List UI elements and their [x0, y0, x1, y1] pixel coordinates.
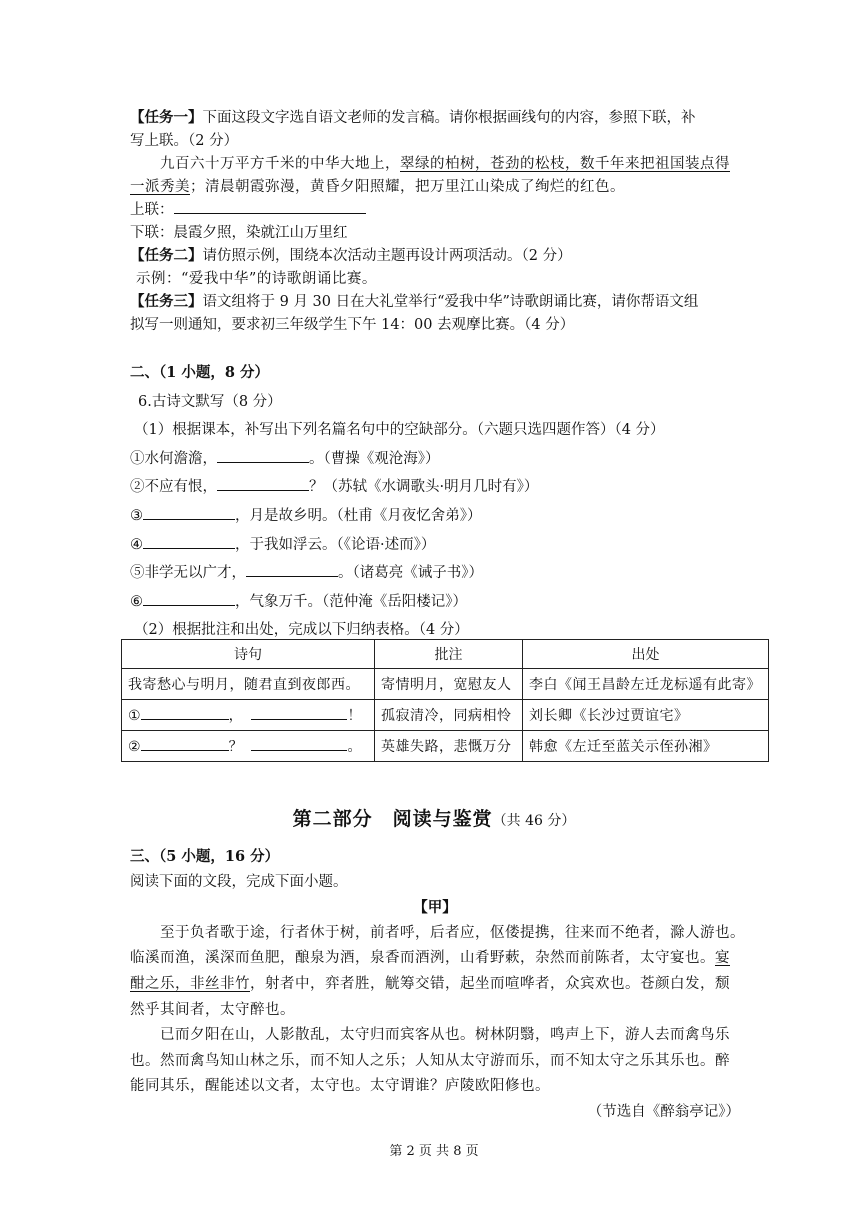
lower-couplet: 下联：晨霞夕照，染就江山万里红 — [130, 225, 348, 241]
recite-blank-5[interactable] — [246, 562, 338, 577]
recite-blank-4[interactable] — [143, 534, 235, 549]
recite-blank-6[interactable] — [143, 591, 235, 606]
passage-line: 临溪而渔，溪深而鱼肥，酿泉为酒，泉香而酒洌，山肴野蔌，杂然而前陈者，太守宴也。宴 — [130, 950, 730, 967]
underlined-sentence-end: 酣之乐，非丝非竹 — [130, 975, 250, 992]
table-cell-note: 寄情明月，宽慰友人 — [375, 669, 523, 700]
passage-line: 至于负者歌于途，行者休于树，前者呼，后者应，伛偻提携，往来而不绝者，滁人游也。 — [160, 924, 745, 941]
task1-block — [130, 106, 740, 245]
table-cell-poem: ② ？ 。 — [122, 731, 375, 762]
task1-prompt-cont: 写上联。（2 分） — [130, 133, 239, 149]
task2-heading: 【任务二】 — [130, 247, 203, 264]
recite-item-4: ④ ，于我如浮云。（《论语·述而》） — [130, 531, 740, 560]
table-row — [122, 669, 769, 700]
task3-prompt-cont: 拟写一则通知，要求初三年级学生下午 14：00 去观摩比赛。（4 分） — [130, 317, 575, 333]
task1-heading: 【任务一】 — [130, 109, 203, 126]
passage-line: 已而夕阳在山，人影散乱，太守归而宾客从也。树林阴翳，鸣声上下，游人去而禽鸟乐 — [160, 1027, 730, 1044]
passage-line: 能同其乐，醒能述以文者，太守也。太守谓谁？庐陵欧阳修也。 — [130, 1078, 550, 1095]
task2-example: 示例：“爱我中华”的诗歌朗诵比赛。 — [136, 271, 377, 287]
task3-prompt: 语文组将于 9 月 30 日在大礼堂举行“爱我中华”诗歌朗诵比赛，请你帮语文组 — [202, 294, 699, 310]
upper-couplet-blank[interactable] — [174, 199, 366, 214]
table-cell-poem: ① ， ！ — [122, 700, 375, 731]
section3-block — [130, 844, 745, 1126]
recite-item-6: ⑥ ，气象万千。（范仲淹《岳阳楼记》） — [130, 588, 740, 617]
task1-prompt: 下面这段文字选自语文老师的发言稿。请你根据画线句的内容，参照下联，补 — [202, 110, 696, 126]
table-header-row — [122, 640, 769, 669]
table-cell-source: 李白《闻王昌龄左迁龙标遥有此寄》 — [523, 669, 769, 700]
recite-item-5: ⑤非学无以广才， 。（诸葛亮《诫子书》） — [130, 559, 740, 588]
recite-blank-3[interactable] — [143, 505, 235, 520]
task1-passage-line2: 一派秀美；清晨朝霞弥漫，黄昏夕阳照耀，把万里江山染成了绚烂的红色。 — [130, 179, 625, 195]
table-cell-source: 韩愈《左迁至蓝关示侄孙湘》 — [523, 731, 769, 762]
subquestion2: （2）根据批注和出处，完成以下归纳表格。（4 分） — [134, 622, 469, 639]
underlined-sentence: 翠绿的柏树，苍劲的松枝，数千年来把祖国装点得 — [400, 156, 730, 172]
table-cell-note: 英雄失路，悲慨万分 — [375, 731, 523, 762]
table-blank-2a[interactable] — [141, 736, 229, 751]
section2-block — [130, 359, 740, 645]
task2-prompt: 请仿照示例，围绕本次活动主题再设计两项活动。（2 分） — [202, 248, 572, 264]
recite-item-1: ①水何澹澹， 。（曹操《观沧海》） — [130, 445, 740, 474]
table-header-source: 出处 — [523, 640, 769, 669]
underlined-sentence: 宴 — [715, 950, 730, 967]
task2-block — [130, 244, 740, 291]
table-cell-poem: 我寄愁心与明月，随君直到夜郎西。 — [122, 669, 375, 700]
table-blank-2b[interactable] — [251, 736, 347, 751]
question6-title: 6.古诗文默写（8 分） — [138, 393, 282, 410]
passage-line: 然乎其间者，太守醉也。 — [130, 1001, 295, 1018]
passage-line: 酣之乐，非丝非竹，射者中，弈者胜，觥筹交错，起坐而喧哗者，众宾欢也。苍颜白发，颓 — [130, 975, 730, 992]
recite-blank-2[interactable] — [217, 476, 309, 491]
page-footer: 第 2 页 共 8 页 — [389, 1144, 479, 1159]
passage-line: 也。然而禽鸟知山林之乐，而不知人之乐；人知从太守游而乐，而不知太守之乐其乐也。醉 — [130, 1052, 730, 1069]
recite-item-2: ②不应有恨， ？（苏轼《水调歌头·明月几时有》） — [130, 473, 740, 502]
subquestion1: （1）根据课本，补写出下列名篇名句中的空缺部分。（六题只选四题作答）（4 分） — [134, 422, 665, 439]
passage-source: （节选自《醉翁亭记》） — [587, 1103, 740, 1120]
table-cell-source: 刘长卿《长沙过贾谊宅》 — [523, 700, 769, 731]
recite-item-3: ③ ，月是故乡明。（杜甫《月夜忆舍弟》） — [130, 502, 740, 531]
task3-heading: 【任务三】 — [130, 293, 203, 310]
table-row — [122, 700, 769, 731]
table-blank-1b[interactable] — [251, 705, 347, 720]
table-header-note: 批注 — [375, 640, 523, 669]
part2-title: 第二部分 阅读与鉴赏（共 46 分） — [292, 808, 576, 830]
part2-score: （共 46 分） — [492, 813, 576, 829]
table-blank-1a[interactable] — [141, 705, 229, 720]
summary-table — [121, 639, 769, 762]
recite-blank-1[interactable] — [217, 448, 309, 463]
task3-block — [130, 290, 740, 337]
upper-couplet-line: 上联： — [130, 199, 740, 222]
underlined-sentence-end: 一派秀美 — [130, 179, 190, 195]
section2-heading: 二、（1 小题，8 分） — [130, 364, 270, 381]
passage-jia-label: 【甲】 — [413, 899, 457, 917]
section3-instruction: 阅读下面的文段，完成下面小题。 — [130, 873, 348, 890]
table-row — [122, 731, 769, 762]
section3-heading: 三、（5 小题，16 分） — [130, 848, 280, 865]
table-header-poem: 诗句 — [122, 640, 375, 669]
table-cell-note: 孤寂清冷，同病相怜 — [375, 700, 523, 731]
task1-passage-line1: 九百六十万平方千米的中华大地上，翠绿的柏树，苍劲的松枝，数千年来把祖国装点得 — [160, 156, 730, 172]
